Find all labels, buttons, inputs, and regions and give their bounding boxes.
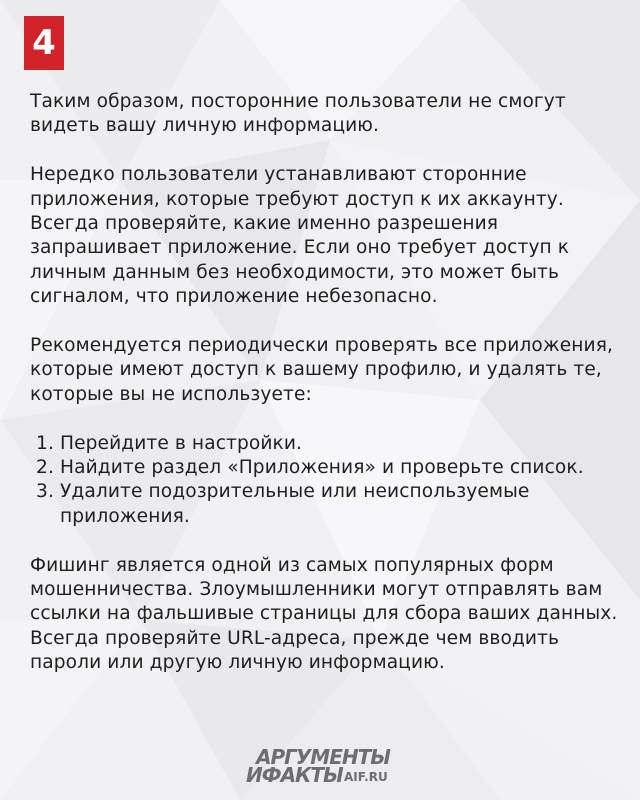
paragraph-phishing: Фишинг является одной из самых популярных форм мошенничества. Злоумышленники могут отправлять вам ссылки на фальшивые страницы для сбора ваших данных. Всегда проверяйте URL-адреса, прежде чем вводить пароли или другую личную информацию. [30, 554, 618, 674]
step-number-badge [24, 16, 64, 70]
list-item: 1. Перейдите в настройки. [60, 432, 620, 456]
paragraph-privacy-result: Таким образом, посторонние пользователи не смогут видеть вашу личную информацию. [30, 91, 566, 137]
paragraph-review-apps: Рекомендуется периодически проверять все приложения, которые имеют доступ к вашему профилю, и удалять те, которые вы не используете: [30, 335, 613, 405]
logo-line-1: АРГУМЕНТЫ [256, 745, 390, 769]
list-item: 2. Найдите раздел «Приложения» и проверьте список. [60, 456, 620, 480]
aif-logo [246, 746, 416, 790]
list-item: 3. Удалите подозрительные или неиспользуемые приложения. [60, 480, 620, 529]
step-number: 4 [32, 23, 56, 63]
paragraph-third-party-apps: Нередко пользователи устанавливают сторонние приложения, которые требуют доступ к их аккаунту. Всегда проверяйте, какие именно разрешения запрашивает приложение. Если оно требует доступ к личным данным без необходимости, это может быть сигналом, что приложение небезопасно. [30, 164, 570, 308]
steps-list [30, 432, 620, 530]
article-body [30, 90, 620, 700]
logo-line-2: ИФАКТЫ [246, 763, 343, 787]
logo-site: AIF.RU [344, 770, 388, 784]
